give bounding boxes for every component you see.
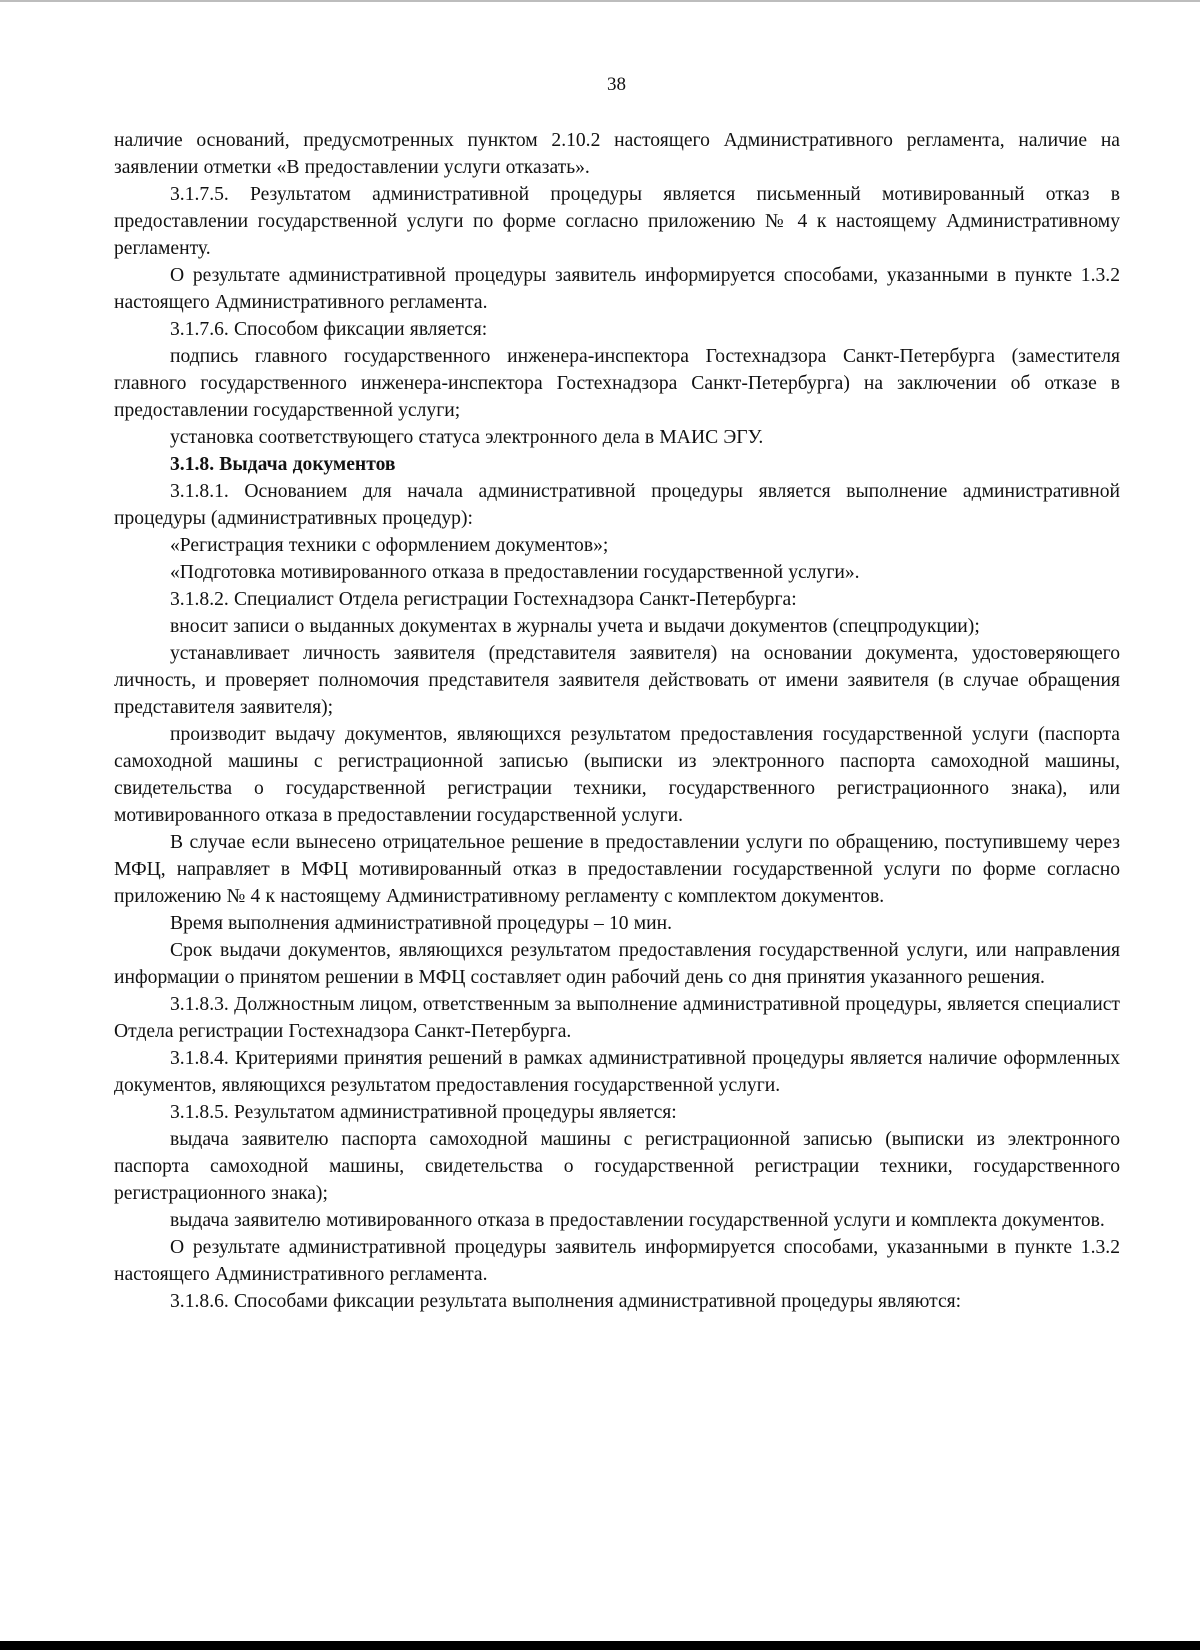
paragraph: 3.1.8.2. Специалист Отдела регистрации Гостехнадзора Санкт-Петербурга: (170, 589, 797, 610)
paragraph: 3.1.7.6. Способом фиксации является: (170, 319, 488, 340)
paragraph: производит выдачу документов, являющихся результатом предоставления государственной услуги (паспорта самоходной машины с регистрационной записью (выписки из электронного паспорта самоходной машины, свидетельства о государственной регистрации техники, государственного регистрационного знака), или мотивированного отказа в предоставлении государственной услуги. (114, 724, 1120, 826)
paragraph: наличие оснований, предусмотренных пунктом 2.10.2 настоящего Административного регламента, наличие на заявлении отметки «В предоставлении услуги отказать». (114, 130, 1120, 178)
section-heading: 3.1.8. Выдача документов (170, 454, 396, 475)
paragraph: выдача заявителю паспорта самоходной машины с регистрационной записью (выписки из электронного паспорта самоходной машины, свидетельства о государственной регистрации техники, государственного регистрационного знака); (114, 1129, 1120, 1204)
paragraph: Срок выдачи документов, являющихся результатом предоставления государственной услуги, или направления информации о принятом решении в МФЦ составляет один рабочий день со дня принятия указанного решения. (114, 940, 1120, 988)
paragraph: 3.1.8.4. Критериями принятия решений в рамках административной процедуры является наличие оформленных документов, являющихся результатом предоставления государственной услуги. (114, 1048, 1120, 1096)
paragraph: 3.1.7.5. Результатом административной процедуры является письменный мотивированный отказ в предоставлении государственной услуги по форме согласно приложению № 4 к настоящему Административному регламенту. (114, 184, 1120, 259)
paragraph: «Подготовка мотивированного отказа в предоставлении государственной услуги». (170, 562, 860, 583)
paragraph: вносит записи о выданных документах в журналы учета и выдачи документов (спецпродукции); (170, 616, 980, 637)
paragraph: О результате административной процедуры заявитель информируется способами, указанными в пункте 1.3.2 настоящего Административного регламента. (114, 265, 1120, 313)
paragraph: выдача заявителю мотивированного отказа в предоставлении государственной услуги и комплекта документов. (170, 1210, 1105, 1231)
paragraph: установка соответствующего статуса электронного дела в МАИС ЭГУ. (170, 427, 764, 448)
document-body (114, 127, 1120, 1315)
paragraph: 3.1.8.1. Основанием для начала административной процедуры является выполнение административной процедуры (административных процедур): (114, 481, 1120, 529)
paragraph: «Регистрация техники с оформлением документов»; (170, 535, 609, 556)
page-number: 38 (607, 74, 626, 95)
paragraph: 3.1.8.3. Должностным лицом, ответственным за выполнение административной процедуры, является специалист Отдела регистрации Гостехнадзора Санкт-Петербурга. (114, 994, 1120, 1042)
scan-edge-top (0, 0, 1200, 2)
paragraph: О результате административной процедуры заявитель информируется способами, указанными в пункте 1.3.2 настоящего Административного регламента. (114, 1237, 1120, 1285)
paragraph: 3.1.8.5. Результатом административной процедуры является: (170, 1102, 677, 1123)
paragraph: устанавливает личность заявителя (представителя заявителя) на основании документа, удостоверяющего личность, и проверяет полномочия представителя заявителя действовать от имени заявителя (в случае обращения представителя заявителя); (114, 643, 1120, 718)
paragraph: Время выполнения административной процедуры – 10 мин. (170, 913, 673, 934)
paragraph: 3.1.8.6. Способами фиксации результата выполнения административной процедуры являются: (170, 1291, 962, 1312)
paragraph: подпись главного государственного инженера-инспектора Гостехнадзора Санкт-Петербурга (заместителя главного государственного инженера-инспектора Гостехнадзора Санкт-Петербурга) на заключении об отказе в предоставлении государственной услуги; (114, 346, 1120, 421)
paragraph: В случае если вынесено отрицательное решение в предоставлении услуги по обращению, поступившему через МФЦ, направляет в МФЦ мотивированный отказ в предоставлении государственной услуги по форме согласно приложению № 4 к настоящему Административному регламенту с комплектом документов. (114, 832, 1120, 907)
scan-edge-bottom (0, 1641, 1200, 1650)
